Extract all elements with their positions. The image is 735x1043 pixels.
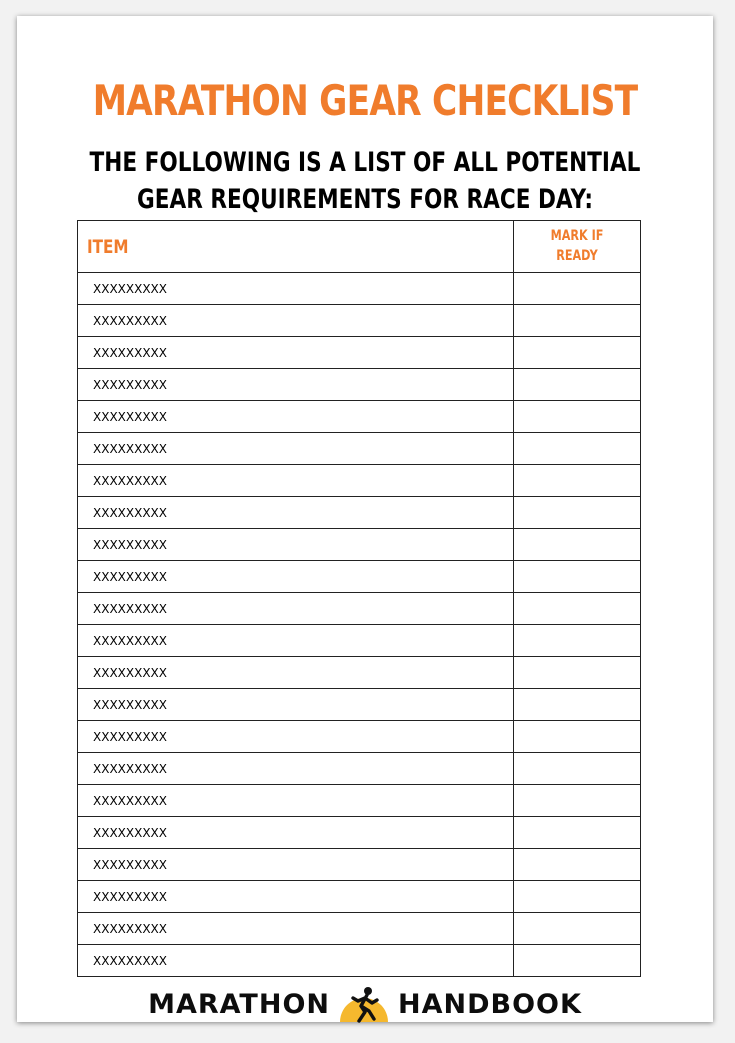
subtitle-line-2: GEAR REQUIREMENTS FOR RACE DAY: [137,184,593,215]
table-body [78,273,640,977]
mark-if-ready-cell[interactable] [514,785,640,816]
gear-table [77,220,641,977]
table-row [78,721,640,753]
table-row [78,465,640,497]
item-cell: XXXXXXXXX [78,689,514,720]
mark-if-ready-cell[interactable] [514,721,640,752]
mark-if-ready-cell[interactable] [514,881,640,912]
table-row [78,945,640,977]
item-cell: XXXXXXXXX [78,529,514,560]
table-row [78,625,640,657]
header-mark-line-1: MARK IF [550,228,604,244]
table-row [78,689,640,721]
table-row [78,849,640,881]
header-item-label: ITEM [87,235,129,258]
table-row [78,433,640,465]
runner-sun-icon [334,984,394,1024]
mark-if-ready-cell[interactable] [514,817,640,848]
page-subtitle [87,144,644,218]
mark-if-ready-cell[interactable] [514,401,640,432]
table-row [78,593,640,625]
item-cell: XXXXXXXXX [78,753,514,784]
table-header-row [78,221,640,273]
table-row [78,529,640,561]
mark-if-ready-cell[interactable] [514,337,640,368]
brand-marathon: MARATHON [148,988,330,1020]
item-cell: XXXXXXXXX [78,433,514,464]
item-cell: XXXXXXXXX [78,881,514,912]
item-cell: XXXXXXXXX [78,849,514,880]
item-cell: XXXXXXXXX [78,369,514,400]
table-row [78,337,640,369]
mark-if-ready-cell[interactable] [514,593,640,624]
mark-if-ready-cell[interactable] [514,273,640,304]
table-row [78,753,640,785]
item-cell: XXXXXXXXX [78,337,514,368]
item-cell: XXXXXXXXX [78,305,514,336]
table-row [78,369,640,401]
mark-if-ready-cell[interactable] [514,945,640,976]
table-row [78,561,640,593]
footer-brand [17,984,713,1024]
item-cell: XXXXXXXXX [78,561,514,592]
header-mark-line-2: READY [556,248,598,264]
subtitle-line-1: THE FOLLOWING IS A LIST OF ALL POTENTIAL [89,147,641,178]
table-row [78,785,640,817]
item-cell: XXXXXXXXX [78,945,514,976]
item-cell: XXXXXXXXX [78,721,514,752]
brand-handbook: HANDBOOK [398,988,582,1020]
header-mark-if-ready [514,221,640,272]
checklist-page [17,16,713,1022]
table-row [78,401,640,433]
mark-if-ready-cell[interactable] [514,465,640,496]
item-cell: XXXXXXXXX [78,273,514,304]
mark-if-ready-cell[interactable] [514,529,640,560]
item-cell: XXXXXXXXX [78,401,514,432]
item-cell: XXXXXXXXX [78,785,514,816]
item-cell: XXXXXXXXX [78,465,514,496]
mark-if-ready-cell[interactable] [514,689,640,720]
table-row [78,273,640,305]
mark-if-ready-cell[interactable] [514,753,640,784]
item-cell: XXXXXXXXX [78,497,514,528]
item-cell: XXXXXXXXX [78,593,514,624]
header-item [78,221,514,272]
mark-if-ready-cell[interactable] [514,849,640,880]
item-cell: XXXXXXXXX [78,913,514,944]
mark-if-ready-cell[interactable] [514,497,640,528]
mark-if-ready-cell[interactable] [514,305,640,336]
table-row [78,657,640,689]
mark-if-ready-cell[interactable] [514,657,640,688]
mark-if-ready-cell[interactable] [514,913,640,944]
mark-if-ready-cell[interactable] [514,561,640,592]
item-cell: XXXXXXXXX [78,817,514,848]
table-row [78,881,640,913]
table-row [78,913,640,945]
mark-if-ready-cell[interactable] [514,625,640,656]
table-row [78,305,640,337]
mark-if-ready-cell[interactable] [514,369,640,400]
item-cell: XXXXXXXXX [78,625,514,656]
table-row [78,817,640,849]
page-title: MARATHON GEAR CHECKLIST [92,76,638,125]
mark-if-ready-cell[interactable] [514,433,640,464]
table-row [78,497,640,529]
item-cell: XXXXXXXXX [78,657,514,688]
